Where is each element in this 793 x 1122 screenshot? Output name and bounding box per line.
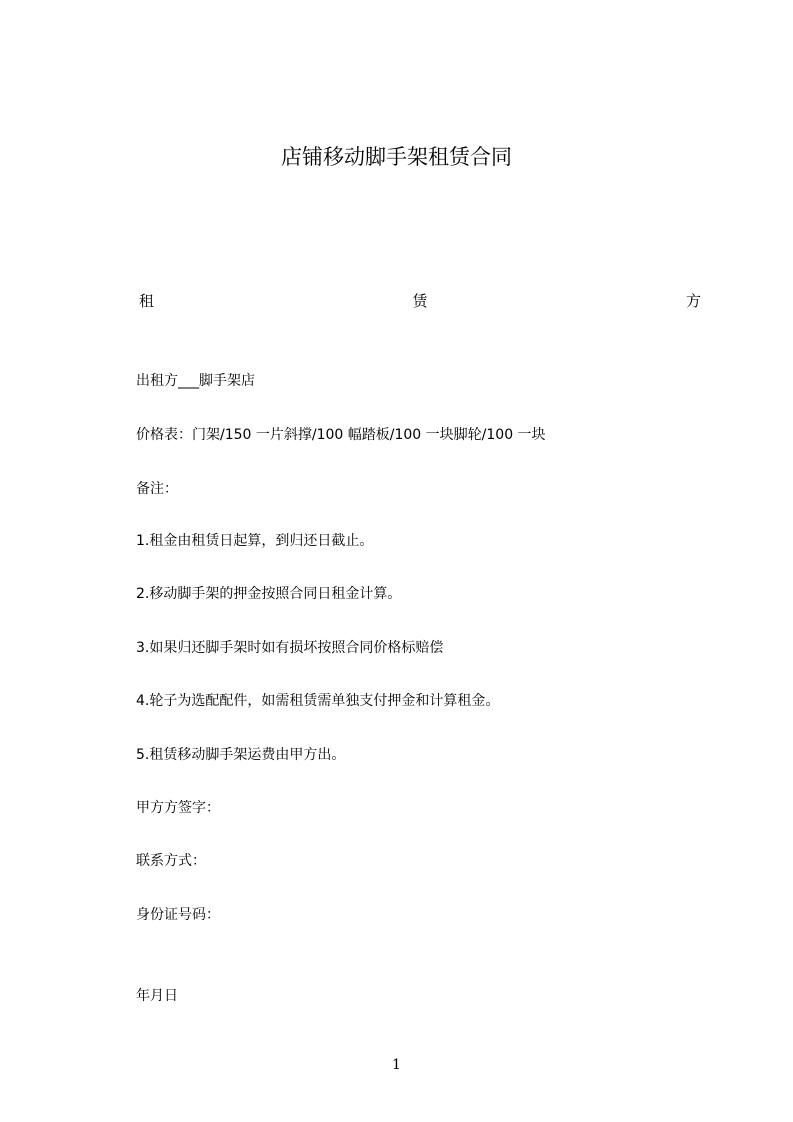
contact-label: 联系方式：	[136, 853, 206, 869]
notes-label: 备注：	[136, 481, 178, 497]
date-label: 年月日	[136, 988, 178, 1004]
note-item-1: 1.租金由租赁日起算，到归还日截止。	[136, 533, 374, 549]
tenant-heading-char-3: 方	[685, 292, 701, 310]
price-list-line: 价格表：门架/150 一片斜撑/100 幅踏板/100 一块脚轮/100 一块	[136, 427, 546, 443]
signature-label: 甲方方签字：	[136, 800, 220, 816]
note-item-4: 4.轮子为选配配件，如需租赁需单独支付押金和计算租金。	[136, 693, 500, 709]
document-title: 店铺移动脚手架租赁合同	[281, 145, 512, 169]
note-item-3: 3.如果归还脚手架时如有损坏按照合同价格标赔偿	[136, 640, 444, 656]
note-item-5: 5.租赁移动脚手架运费由甲方出。	[136, 747, 346, 763]
id-number-label: 身份证号码：	[136, 907, 220, 923]
tenant-heading-char-1: 租	[139, 292, 155, 310]
lessor-line: 出租方___脚手架店	[136, 373, 255, 389]
page-number: 1	[392, 1057, 401, 1073]
tenant-heading-char-2: 赁	[412, 292, 428, 310]
note-item-2: 2.移动脚手架的押金按照合同日租金计算。	[136, 586, 402, 602]
tenant-heading	[139, 291, 701, 311]
